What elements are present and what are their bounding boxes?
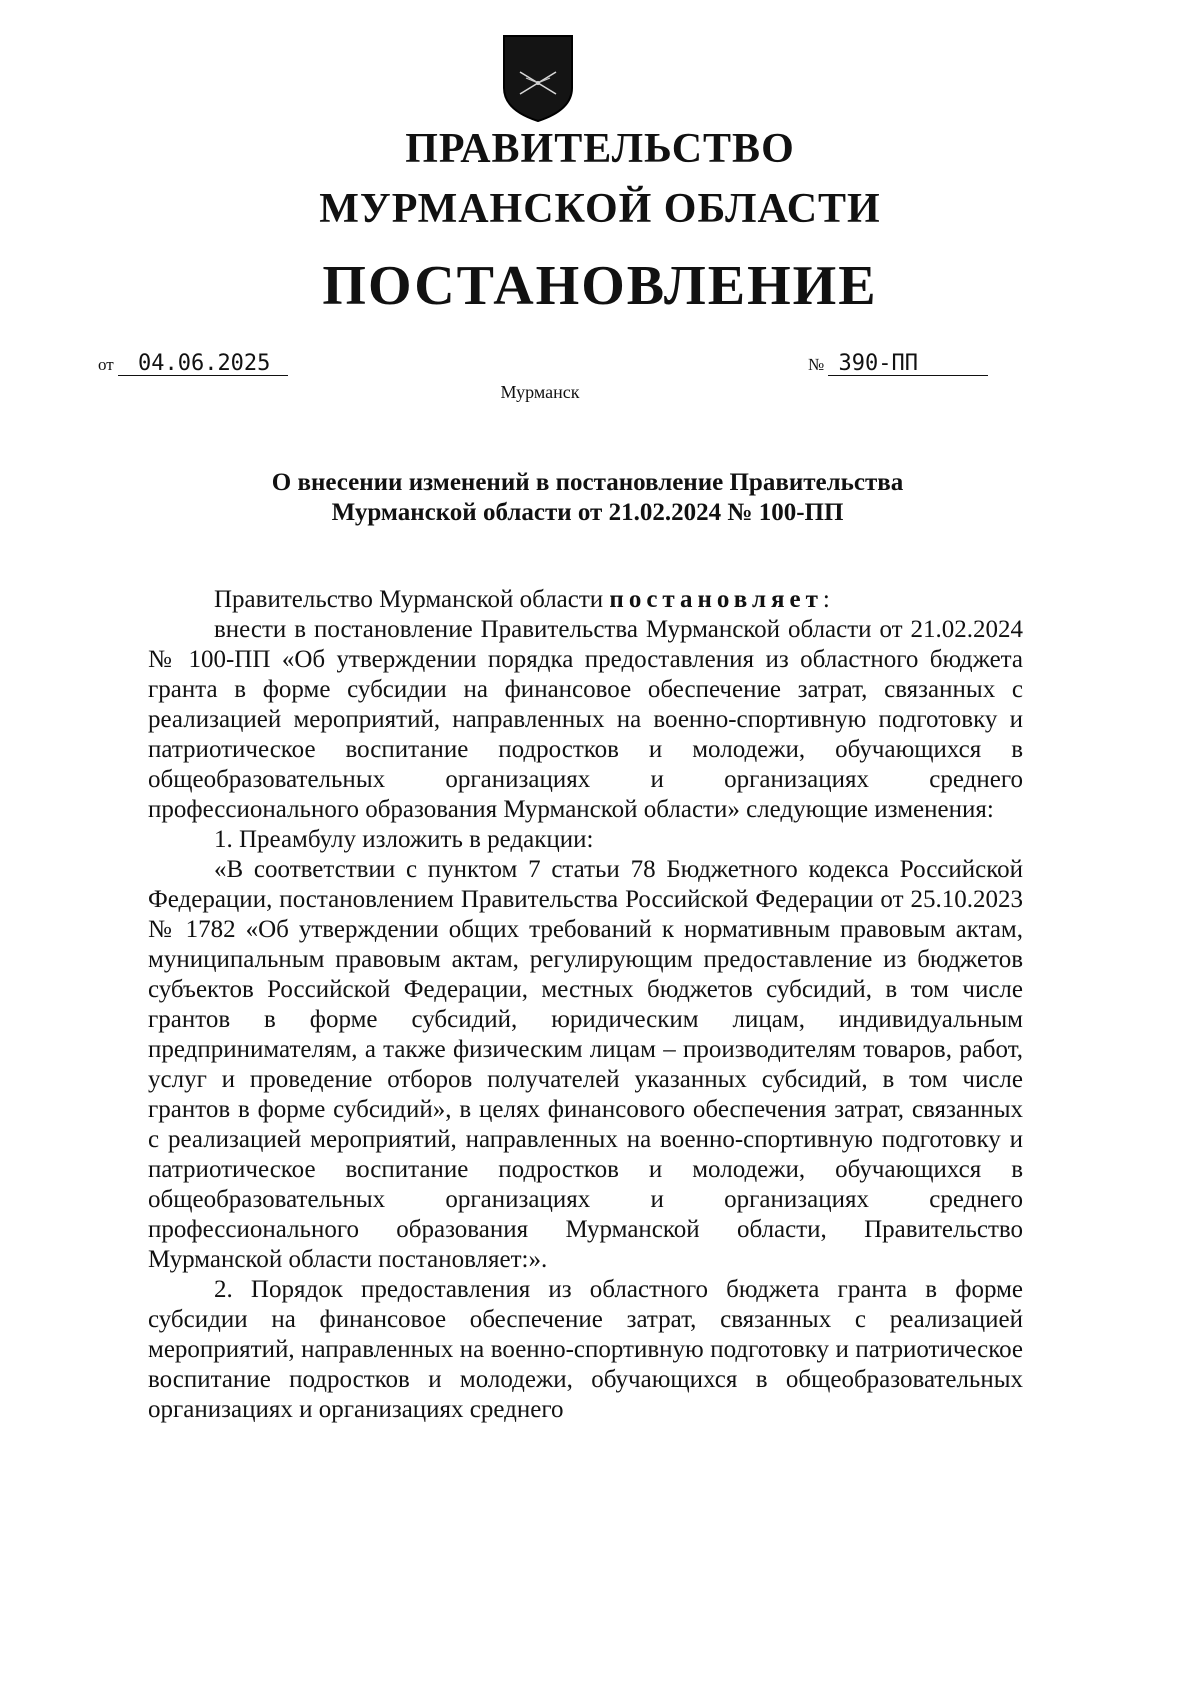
intro-paragraph [148,585,1023,615]
date-label: от [98,355,114,374]
intro-keyword: постановляет [609,586,823,613]
number-label: № [808,355,825,374]
number-value: 390-ПП [828,353,988,376]
body-paragraph-1: внести в постановление Правительства Мурманской области от 21.02.2024 № 100-ПП «Об утверждении порядка предоставления из областного бюджета гранта в форме субсидии на финансовое обеспечение затрат, связанных с реализацией мероприятий, направленных на военно-спортивную подготовку и патриотическое воспитание подростков и молодежи, обучающихся в общеобразовательных организациях и организациях среднего профессионального образования Мурманской области» следующие изменения: [148,616,1023,823]
body-paragraph-2: 1. Преамбулу изложить в редакции: [214,826,594,853]
intro-prefix: Правительство Мурманской области [214,586,610,613]
government-title-line1: ПРАВИТЕЛЬСТВО [405,126,795,172]
number-row [808,352,988,378]
body-paragraph-4: 2. Порядок предоставления из областного бюджета гранта в форме субсидии на финансовое обеспечение затрат, связанных с реализацией мероприятий, направленных на военно-спортивную подготовку и патриотическое воспитание подростков и молодежи, обучающихся в общеобразовательных организациях и организациях среднего [148,1276,1023,1423]
document-subject [0,468,1175,528]
document-type-title: ПОСТАНОВЛЕНИЕ [322,255,878,317]
city-name: Мурманск [500,382,580,402]
subject-line1: О внесении изменений в постановление Правительства [271,469,904,496]
coat-of-arms-icon [500,32,576,124]
government-title-line2: МУРМАНСКОЙ ОБЛАСТИ [319,186,881,232]
date-row [98,352,288,378]
intro-suffix: : [822,586,830,613]
date-value: 04.06.2025 [118,353,288,376]
document-body [148,585,1023,1425]
subject-line2: Мурманской области от 21.02.2024 № 100-ПП [331,499,844,526]
body-paragraph-3: «В соответствии с пунктом 7 статьи 78 Бюджетного кодекса Российской Федерации, постановлением Правительства Российской Федерации от 25.10.2023 № 1782 «Об утверждении общих требований к нормативным правовым актам, муниципальным правовым актам, регулирующим предоставление из бюджетов субъектов Российской Федерации, местных бюджетов субсидий, в том числе грантов в форме субсидий, юридическим лицам, индивидуальным предпринимателям, а также физическим лицам – производителям товаров, работ, услуг и проведение отборов получателей указанных субсидий, в том числе грантов в форме субсидий», в целях финансового обеспечения затрат, связанных с реализацией мероприятий, направленных на военно-спортивную подготовку и патриотическое воспитание подростков и молодежи, обучающихся в общеобразовательных организациях и организациях среднего профессионального образования Мурманской области, Правительство Мурманской области постановляет:». [148,856,1023,1273]
